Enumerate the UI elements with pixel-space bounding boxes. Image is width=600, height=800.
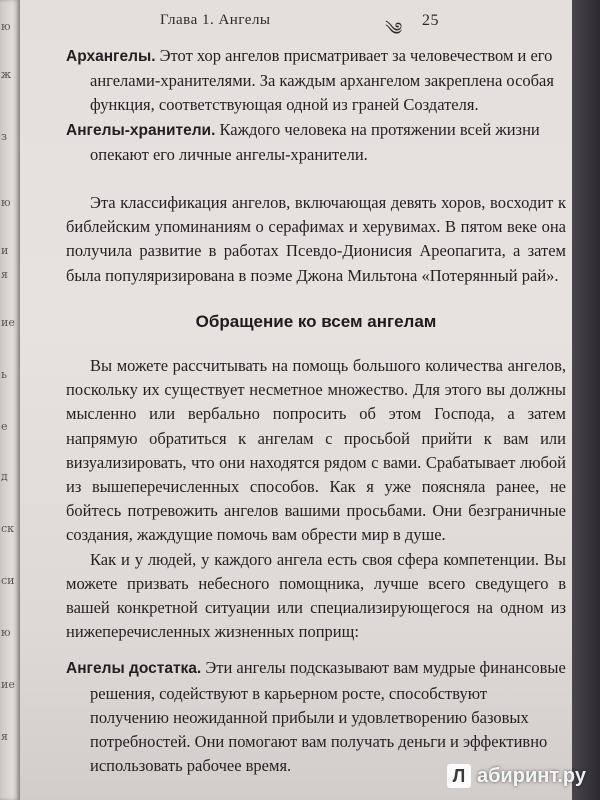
page-body	[66, 44, 566, 778]
classification-paragraph: Эта классификация ангелов, включающая девять хоров, восходит к библейским упоминаниям о серафимах и херувимах. В пятом веке она получила развитие в работах Псевдо-Дионисия Ареопагита, а затем была популяризирована в поэме Джона Мильтона «Потерянный рай».	[66, 193, 566, 285]
term-guardians: Ангелы-хранители.	[66, 121, 216, 139]
left-page-fragment: си	[1, 574, 15, 587]
left-page-fragment: д	[1, 470, 8, 483]
running-header	[160, 12, 570, 39]
definition-archangels	[66, 44, 566, 118]
term-abundance: Ангелы достатка.	[66, 660, 202, 678]
blank-line	[66, 167, 566, 191]
term-archangels: Архангелы.	[66, 48, 156, 65]
left-page-fragment: я	[1, 730, 8, 743]
body-paragraph: Как и у людей, у каждого ангела есть своя сфера компетенции. Вы можете призвать небесного помощника, лучше всего сведущего в вашей конкретной ситуации или специализирующегося на одном из нижеперечисленных жизненных поприщ:	[66, 549, 566, 642]
section-heading: Обращение ко всем ангелам	[195, 311, 437, 331]
background-table	[572, 0, 600, 800]
left-page-fragment: ие	[1, 316, 15, 329]
book-page	[20, 0, 572, 800]
page-number: 25	[422, 12, 439, 29]
labirint-logo-icon: Л	[447, 764, 471, 788]
definition-abundance	[66, 656, 566, 778]
left-page-fragment: я	[1, 268, 8, 281]
watermark-text: абиринт.ру	[476, 764, 586, 787]
left-page-fragment: ь	[1, 368, 7, 381]
left-page-fragment: и	[1, 244, 9, 257]
left-page-fragment: е	[1, 420, 8, 433]
body-paragraph: Вы можете рассчитывать на помощь большого количества ангелов, поскольку их существует несметное множество. Для этого вы должны мысленно или вербально попросить об этом Господа, а затем напрямую обратиться к ангелам с просьбой прийти к вам или визуализировать, что они находятся рядом с вами. Срабатывает любой из вышеперечисленных способов. Как я уже поясняла ранее, не бойтесь потревожить ангелов вашими просьбами. Они безграничные создания, жаждущие помочь вам обрести мир в душе.	[66, 356, 566, 545]
left-page-fragment: ие	[1, 678, 15, 691]
ornament-icon: ༄	[385, 19, 403, 39]
blank-line	[66, 644, 566, 656]
chapter-title: Глава 1. Ангелы	[160, 12, 271, 28]
definition-text: Эти ангелы подсказывают вам мудрые финансовые решения, содействуют в карьерном росте, способствуют получению неожиданной прибыли и удовлетворению базовых потребностей. Они помогают вам получать деньги и эффективно использовать рабочее время.	[90, 658, 566, 776]
left-page-fragment: ю	[1, 626, 11, 639]
definition-text: Этот хор ангелов присматривает за человечеством и его ангелами-хранителями. За каждым архангелом закреплена особая функция, соответствующая одной из граней Создателя.	[90, 46, 554, 115]
definition-guardians	[66, 118, 566, 167]
left-page-fragment: з	[1, 130, 7, 143]
left-page-fragment: ск	[1, 522, 15, 535]
left-page-edge	[0, 0, 20, 800]
left-page-fragment: ю	[1, 20, 11, 33]
left-page-fragment: ю	[1, 196, 11, 209]
labirint-watermark	[447, 764, 586, 788]
left-page-fragment: ж	[1, 68, 12, 81]
definition-text: Каждого человека на протяжении всей жизни опекают его личные ангелы-хранители.	[90, 119, 540, 164]
